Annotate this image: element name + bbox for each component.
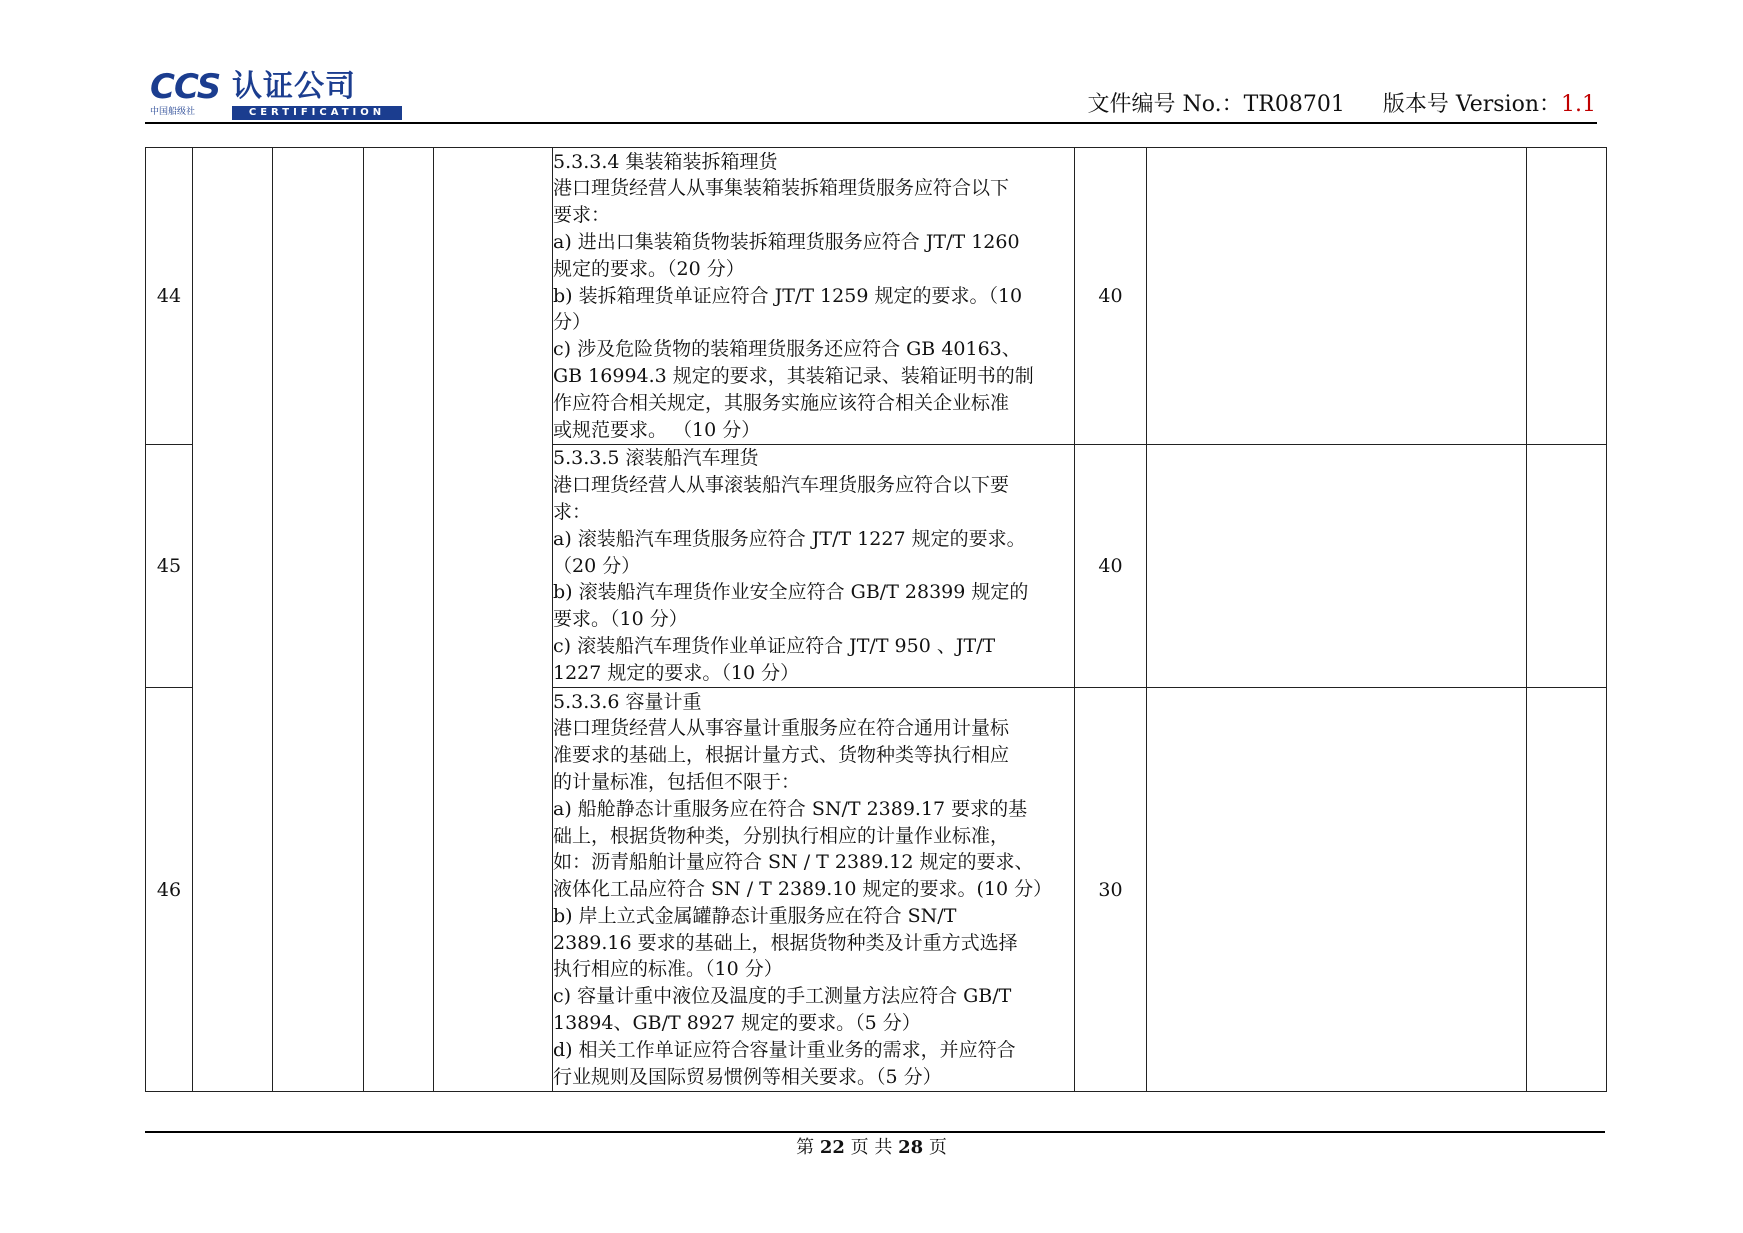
score-cell: 40 [1075,148,1147,445]
logo-brand: CCS [150,67,221,107]
document-info [1088,90,1596,120]
page-suffix: 页 [928,1137,947,1158]
logo-subtitle: 中国船级社 [150,107,196,117]
empty-cell [1147,688,1527,1092]
content-line: 港口理货经营人从事滚装船汽车理货服务应符合以下要 [553,474,1010,497]
empty-cell [193,148,273,1092]
empty-cell [1527,148,1607,445]
current-page: 22 [819,1137,845,1158]
content-line: b) 装拆箱理货单证应符合 JT/T 1259 规定的要求。（10 [553,284,1023,307]
content-line: 如：沥青船舶计量应符合 SN / T 2389.12 规定的要求、 [553,851,1034,874]
score-cell: 40 [1075,445,1147,688]
content-line: 准要求的基础上，根据计量方式、货物种类等执行相应 [553,744,1010,767]
empty-cell [1147,148,1527,445]
empty-cell [1527,688,1607,1092]
page-number [0,1136,1743,1160]
row-number: 44 [146,148,193,445]
content-line: 5.3.3.4 集装箱装拆箱理货 [553,150,778,173]
content-line: 1227 规定的要求。（10 分） [553,661,800,684]
content-line: 的计量标准，包括但不限于： [553,770,801,793]
table-row [146,148,1607,445]
content-line: 5.3.3.5 滚装船汽车理货 [553,447,759,470]
content-line: 13894、GB/T 8927 规定的要求。（5 分） [553,1012,921,1035]
empty-cell [273,148,364,1092]
content-line: 要求。（10 分） [553,608,688,631]
score-cell: 30 [1075,688,1147,1092]
content-line: 液体化工品应符合 SN / T 2389.10 规定的要求。(10 分） [553,878,1053,901]
content-line: c) 滚装船汽车理货作业单证应符合 JT/T 950 、JT/T [553,634,996,657]
empty-cell [434,148,553,1092]
content-line: 5.3.3.6 容量计重 [553,690,702,713]
content-line: b) 滚装船汽车理货作业安全应符合 GB/T 28399 规定的 [553,581,1029,604]
version-value: 1.1 [1561,92,1596,117]
document-number: 文件编号 No.：TR08701 [1087,92,1345,117]
content-line: GB 16994.3 规定的要求，其装箱记录、装箱证明书的制 [553,364,1034,387]
requirement-content [553,445,1075,688]
content-line: 础上，根据货物种类，分别执行相应的计量作业标准， [553,824,1010,847]
content-line: b) 岸上立式金属罐静态计重服务应在符合 SN/T [553,904,957,927]
content-line: c) 涉及危险货物的装箱理货服务还应符合 GB 40163、 [553,338,1021,361]
total-pages: 28 [898,1137,924,1158]
content-line: 执行相应的标准。（10 分） [553,958,783,981]
content-line: 要求： [553,204,611,227]
ccs-logo [150,68,405,120]
row-number: 45 [146,445,193,688]
page-prefix: 第 [796,1137,815,1158]
footer-divider [145,1131,1605,1133]
requirement-content [553,148,1075,445]
audit-table [145,147,1607,1092]
content-line: 或规范要求。 （10 分） [553,418,761,441]
page-middle: 页 共 [850,1137,893,1158]
version-label: 版本号 Version： [1382,92,1561,117]
row-number: 46 [146,688,193,1092]
empty-cell [1147,445,1527,688]
content-line: （20 分） [553,554,641,577]
content-line: 港口理货经营人从事集装箱装拆箱理货服务应符合以下 [553,177,1010,200]
content-line: 2389.16 要求的基础上，根据货物种类及计重方式选择 [553,931,1018,954]
content-line: 港口理货经营人从事容量计重服务应在符合通用计量标 [553,717,1010,740]
content-line: 行业规则及国际贸易惯例等相关要求。（5 分） [553,1065,942,1088]
logo-certification-bar: CERTIFICATION [232,106,402,120]
content-line: a) 进出口集装箱货物装拆箱理货服务应符合 JT/T 1260 [553,231,1020,253]
content-line: a) 船舱静态计重服务应在符合 SN/T 2389.17 要求的基 [553,797,1028,820]
content-line: 求： [553,501,592,523]
requirement-content [553,688,1075,1092]
content-line: a) 滚装船汽车理货服务应符合 JT/T 1227 规定的要求。 [553,527,1026,550]
empty-cell [1527,445,1607,688]
logo-company-name: 认证公司 [232,69,356,104]
content-line: 作应符合相关规定，其服务实施应该符合相关企业标准 [553,391,1010,414]
header-divider [145,122,1597,124]
content-line: c) 容量计重中液位及温度的手工测量方法应符合 GB/T [553,985,1012,1008]
empty-cell [364,148,434,1092]
content-line: 分） [553,311,592,334]
content-line: d) 相关工作单证应符合容量计重业务的需求，并应符合 [553,1038,1016,1061]
content-line: 规定的要求。（20 分） [553,257,745,280]
